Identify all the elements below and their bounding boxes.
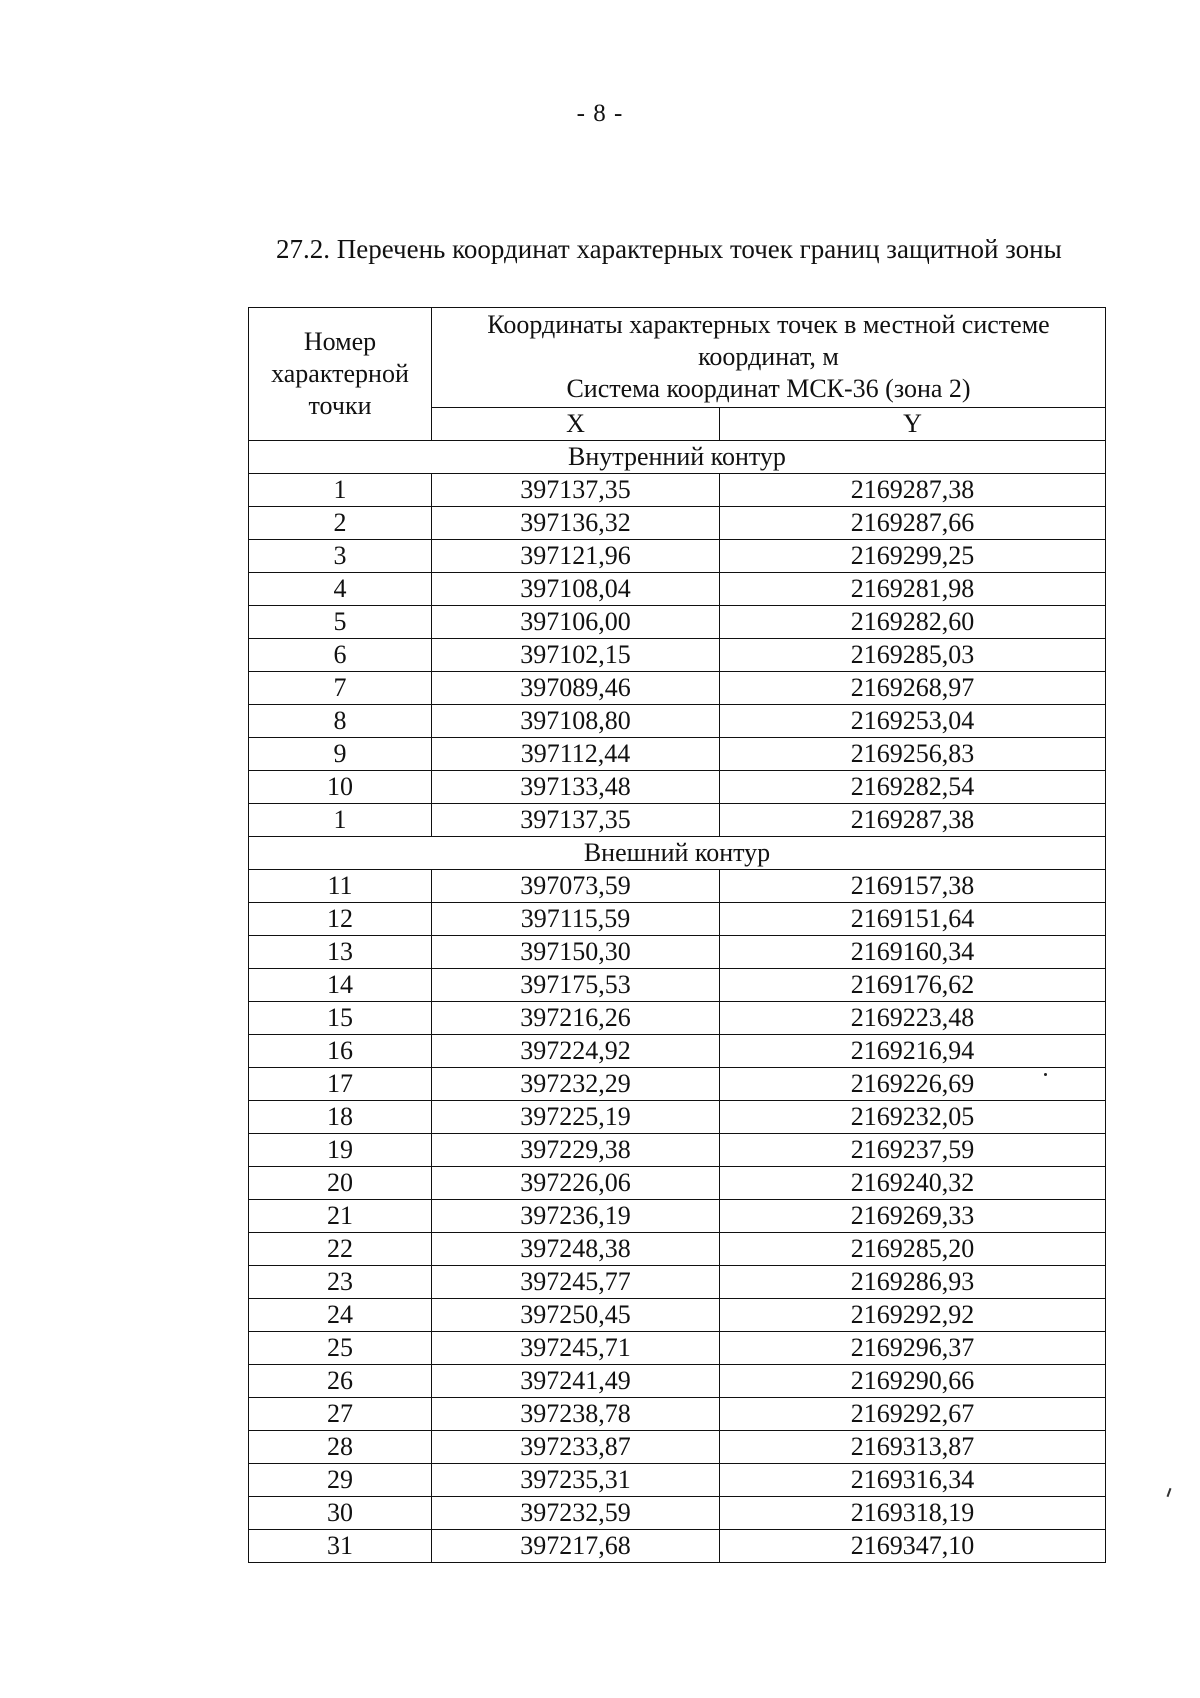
point-number-cell: 16 (249, 1035, 432, 1068)
point-number-cell: 10 (249, 771, 432, 804)
point-number-cell: 1 (249, 804, 432, 837)
table-row (249, 771, 1106, 804)
header-point-number-line: точки (308, 391, 372, 420)
x-coordinate-cell: 397245,77 (432, 1266, 720, 1299)
x-coordinate-cell: 397216,26 (432, 1002, 720, 1035)
table-row (249, 1431, 1106, 1464)
table-row (249, 1134, 1106, 1167)
table-row (249, 573, 1106, 606)
y-coordinate-cell: 2169160,34 (720, 936, 1106, 969)
point-number-cell: 20 (249, 1167, 432, 1200)
y-coordinate-cell: 2169157,38 (720, 870, 1106, 903)
section-title: 27.2. Перечень координат характерных точек границ защитной зоны (276, 234, 1062, 264)
x-coordinate-cell: 397115,59 (432, 903, 720, 936)
table-row (249, 936, 1106, 969)
point-number-cell: 9 (249, 738, 432, 771)
x-coordinate-cell: 397137,35 (432, 474, 720, 507)
y-coordinate-cell: 2169223,48 (720, 1002, 1106, 1035)
x-coordinate-cell: 397073,59 (432, 870, 720, 903)
x-coordinate-cell: 397248,38 (432, 1233, 720, 1266)
table-row (249, 639, 1106, 672)
point-number-cell: 5 (249, 606, 432, 639)
x-coordinate-cell: 397241,49 (432, 1365, 720, 1398)
scan-speck (1044, 1073, 1047, 1076)
y-coordinate-cell: 2169253,04 (720, 705, 1106, 738)
y-coordinate-cell: 2169269,33 (720, 1200, 1106, 1233)
x-coordinate-cell: 397250,45 (432, 1299, 720, 1332)
table-row (249, 1200, 1106, 1233)
point-number-cell: 19 (249, 1134, 432, 1167)
y-coordinate-cell: 2169226,69 (720, 1068, 1106, 1101)
y-coordinate-cell: 2169216,94 (720, 1035, 1106, 1068)
table-row (249, 474, 1106, 507)
header-point-number (249, 308, 432, 441)
table-row (249, 1332, 1106, 1365)
point-number-cell: 12 (249, 903, 432, 936)
y-coordinate-cell: 2169287,38 (720, 804, 1106, 837)
point-number-cell: 18 (249, 1101, 432, 1134)
point-number-cell: 6 (249, 639, 432, 672)
y-coordinate-cell: 2169285,20 (720, 1233, 1106, 1266)
table-body (249, 441, 1106, 1563)
point-number-cell: 30 (249, 1497, 432, 1530)
x-coordinate-cell: 397226,06 (432, 1167, 720, 1200)
y-coordinate-cell: 2169299,25 (720, 540, 1106, 573)
y-coordinate-cell: 2169292,67 (720, 1398, 1106, 1431)
table-row (249, 1035, 1106, 1068)
x-coordinate-cell: 397112,44 (432, 738, 720, 771)
point-number-cell: 26 (249, 1365, 432, 1398)
point-number-cell: 13 (249, 936, 432, 969)
y-coordinate-cell: 2169282,60 (720, 606, 1106, 639)
x-coordinate-cell: 397108,04 (432, 573, 720, 606)
y-coordinate-cell: 2169286,93 (720, 1266, 1106, 1299)
x-coordinate-cell: 397236,19 (432, 1200, 720, 1233)
x-coordinate-cell: 397102,15 (432, 639, 720, 672)
table-row (249, 672, 1106, 705)
point-number-cell: 15 (249, 1002, 432, 1035)
x-coordinate-cell: 397150,30 (432, 936, 720, 969)
table-row (249, 1233, 1106, 1266)
table-row (249, 804, 1106, 837)
y-coordinate-cell: 2169292,92 (720, 1299, 1106, 1332)
y-coordinate-cell: 2169313,87 (720, 1431, 1106, 1464)
point-number-cell: 8 (249, 705, 432, 738)
point-number-cell: 21 (249, 1200, 432, 1233)
x-coordinate-cell: 397106,00 (432, 606, 720, 639)
point-number-cell: 22 (249, 1233, 432, 1266)
table-row (249, 606, 1106, 639)
y-coordinate-cell: 2169268,97 (720, 672, 1106, 705)
x-coordinate-cell: 397229,38 (432, 1134, 720, 1167)
point-number-cell: 4 (249, 573, 432, 606)
header-x: X (432, 408, 720, 441)
header-point-number-line: характерной (271, 359, 409, 388)
point-number-cell: 25 (249, 1332, 432, 1365)
point-number-cell: 14 (249, 969, 432, 1002)
table-row (249, 1299, 1106, 1332)
table-row (249, 1497, 1106, 1530)
table-row (249, 1365, 1106, 1398)
x-coordinate-cell: 397217,68 (432, 1530, 720, 1563)
x-coordinate-cell: 397089,46 (432, 672, 720, 705)
y-coordinate-cell: 2169240,32 (720, 1167, 1106, 1200)
y-coordinate-cell: 2169285,03 (720, 639, 1106, 672)
group-title: Внешний контур (249, 837, 1106, 870)
table-row (249, 1167, 1106, 1200)
table-header (249, 308, 1106, 441)
point-number-cell: 27 (249, 1398, 432, 1431)
coordinates-table (248, 307, 1106, 1563)
y-coordinate-cell: 2169287,66 (720, 507, 1106, 540)
scan-speck (1167, 1488, 1172, 1497)
table-row (249, 1002, 1106, 1035)
table-group-row (249, 441, 1106, 474)
table-row (249, 969, 1106, 1002)
table-row (249, 903, 1106, 936)
table-row (249, 540, 1106, 573)
y-coordinate-cell: 2169237,59 (720, 1134, 1106, 1167)
point-number-cell: 1 (249, 474, 432, 507)
x-coordinate-cell: 397245,71 (432, 1332, 720, 1365)
header-coordinates-line: Координаты характерных точек в местной системе (487, 310, 1050, 339)
table-row (249, 507, 1106, 540)
table-group-row (249, 837, 1106, 870)
group-title: Внутренний контур (249, 441, 1106, 474)
x-coordinate-cell: 397121,96 (432, 540, 720, 573)
header-coordinates-line: координат, м (698, 342, 839, 371)
x-coordinate-cell: 397108,80 (432, 705, 720, 738)
y-coordinate-cell: 2169232,05 (720, 1101, 1106, 1134)
point-number-cell: 7 (249, 672, 432, 705)
point-number-cell: 17 (249, 1068, 432, 1101)
table-row (249, 1101, 1106, 1134)
table-row (249, 1266, 1106, 1299)
point-number-cell: 2 (249, 507, 432, 540)
header-y: Y (720, 408, 1106, 441)
x-coordinate-cell: 397224,92 (432, 1035, 720, 1068)
point-number-cell: 31 (249, 1530, 432, 1563)
table-row (249, 1398, 1106, 1431)
point-number-cell: 24 (249, 1299, 432, 1332)
header-coordinates-line: Система координат МСК-36 (зона 2) (566, 374, 971, 403)
table-row (249, 870, 1106, 903)
table-row (249, 1530, 1106, 1563)
x-coordinate-cell: 397235,31 (432, 1464, 720, 1497)
y-coordinate-cell: 2169176,62 (720, 969, 1106, 1002)
header-point-number-line: Номер (303, 327, 377, 356)
x-coordinate-cell: 397233,87 (432, 1431, 720, 1464)
x-coordinate-cell: 397232,59 (432, 1497, 720, 1530)
y-coordinate-cell: 2169256,83 (720, 738, 1106, 771)
y-coordinate-cell: 2169318,19 (720, 1497, 1106, 1530)
table-row (249, 705, 1106, 738)
y-coordinate-cell: 2169316,34 (720, 1464, 1106, 1497)
point-number-cell: 23 (249, 1266, 432, 1299)
x-coordinate-cell: 397136,32 (432, 507, 720, 540)
y-coordinate-cell: 2169151,64 (720, 903, 1106, 936)
x-coordinate-cell: 397133,48 (432, 771, 720, 804)
point-number-cell: 28 (249, 1431, 432, 1464)
y-coordinate-cell: 2169296,37 (720, 1332, 1106, 1365)
x-coordinate-cell: 397232,29 (432, 1068, 720, 1101)
y-coordinate-cell: 2169287,38 (720, 474, 1106, 507)
page-number: - 8 - (576, 100, 624, 127)
point-number-cell: 11 (249, 870, 432, 903)
x-coordinate-cell: 397137,35 (432, 804, 720, 837)
table-row (249, 738, 1106, 771)
y-coordinate-cell: 2169282,54 (720, 771, 1106, 804)
table-row (249, 1464, 1106, 1497)
point-number-cell: 3 (249, 540, 432, 573)
point-number-cell: 29 (249, 1464, 432, 1497)
x-coordinate-cell: 397225,19 (432, 1101, 720, 1134)
y-coordinate-cell: 2169347,10 (720, 1530, 1106, 1563)
y-coordinate-cell: 2169281,98 (720, 573, 1106, 606)
table-row (249, 1068, 1106, 1101)
x-coordinate-cell: 397238,78 (432, 1398, 720, 1431)
y-coordinate-cell: 2169290,66 (720, 1365, 1106, 1398)
header-coordinates (432, 308, 1106, 408)
x-coordinate-cell: 397175,53 (432, 969, 720, 1002)
